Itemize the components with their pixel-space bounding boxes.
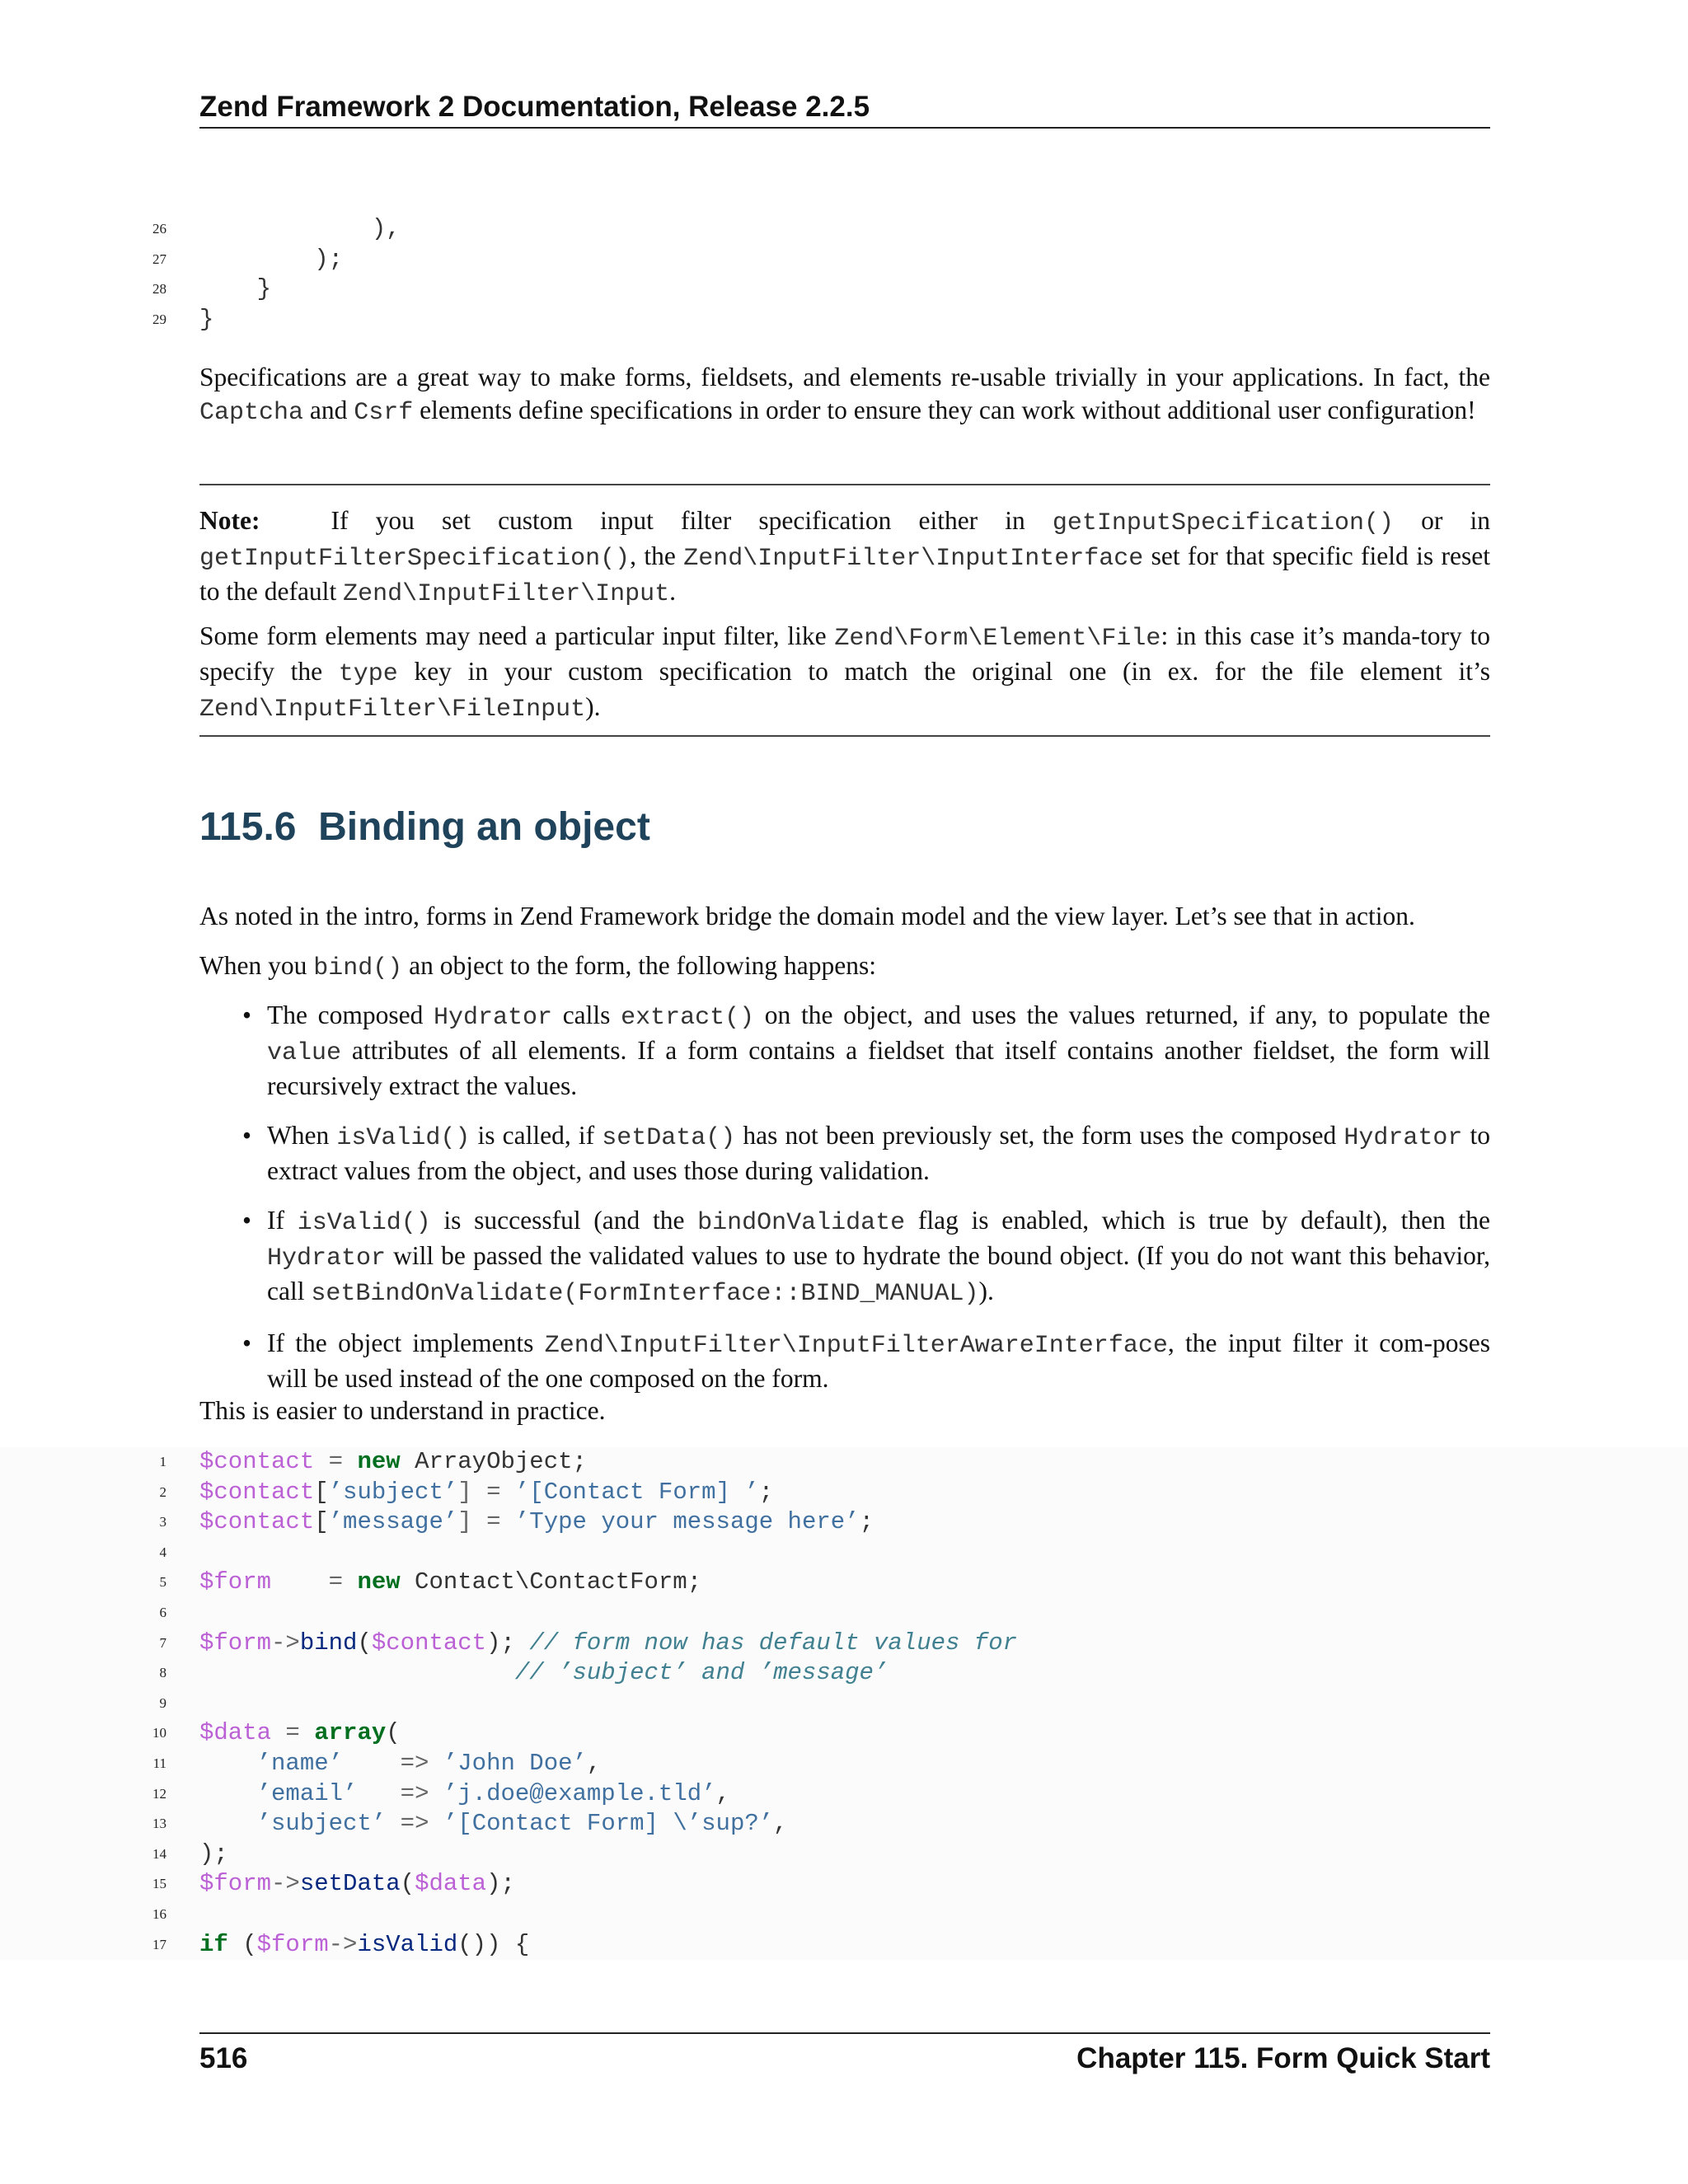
note-top-rule bbox=[199, 484, 1490, 485]
running-footer bbox=[199, 2032, 1490, 2075]
specifications-paragraph: Specifications are a great way to make forms, fieldsets, and elements re-usable trivially in your applications. In fact, the Captcha and Csrf elements define specifications in order to ensure they can work without additional user configuration! bbox=[199, 363, 1490, 427]
code-line: 29 } bbox=[152, 305, 214, 333]
code-line: 13 ’subject’ => ’[Contact Form] \’sup?’, bbox=[152, 1810, 788, 1838]
section-heading: 115.6 Binding an object bbox=[199, 805, 650, 849]
code-line: 15 $form->setData($data); bbox=[152, 1870, 515, 1898]
code-block-continued bbox=[0, 214, 1688, 335]
code-line: 14 ); bbox=[152, 1840, 228, 1868]
chapter-title: Chapter 115. Form Quick Start bbox=[1076, 2042, 1490, 2074]
bind-paragraph: When you bind() an object to the form, the following happens: bbox=[199, 951, 876, 982]
note-paragraph: Note: If you set custom input filter specification either in getInputSpecification() or in getInputFilterSpecification(), the Zend\InputFilter\InputInterface set for that specific field is reset to the default Zend\InputFilter\Input. bbox=[199, 506, 1490, 608]
list-item: • When isValid() is called, if setData() has not been previously set, the form uses the composed Hydrator to extract values from the object, and uses those during validation. bbox=[242, 1121, 1490, 1185]
code-line: 28 } bbox=[152, 275, 272, 303]
code-line: 6 bbox=[159, 1604, 166, 1620]
code-line: 16 bbox=[152, 1905, 166, 1922]
code-example bbox=[0, 1447, 1688, 1960]
code-line: 11 ’name’ => ’John Doe’, bbox=[152, 1749, 602, 1777]
code-line: 2 $contact[’subject’] = ’[Contact Form] ’; bbox=[159, 1478, 774, 1506]
code-line: 4 bbox=[159, 1544, 166, 1560]
list-item: • If isValid() is successful (and the bindOnValidate flag is enabled, which is true by default), then the Hydrator will be passed the validated values to use to hydrate the bound object. (If you do not want this behavior, call setBindOnValidate(FormInterface::BIND_MANUAL)). bbox=[242, 1206, 1490, 1308]
running-header: Zend Framework 2 Documentation, Release 2.2.5 bbox=[199, 91, 1490, 129]
page-number: 516 bbox=[199, 2042, 248, 2074]
note-input-filter-paragraph: Some form elements may need a particular input filter, like Zend\Form\Element\File: in this case it’s manda-tory to specify the type key in your custom specification to match the original one (in ex. for the file element it’s Zend\InputFilter\FileInput). bbox=[199, 621, 1490, 724]
bind-steps-list bbox=[239, 999, 1490, 1412]
code-line: 9 bbox=[159, 1694, 166, 1711]
practice-paragraph: This is easier to understand in practice. bbox=[199, 1396, 606, 1425]
code-line: 8 // ’subject’ and ’message’ bbox=[159, 1659, 889, 1687]
code-line: 3 $contact[’message’] = ’Type your message here’; bbox=[159, 1508, 874, 1536]
code-line: 1 $contact = new ArrayObject; bbox=[159, 1448, 587, 1475]
code-line: 10 $data = array( bbox=[152, 1719, 401, 1747]
list-item: • If the object implements Zend\InputFilter\InputFilterAwareInterface, the input filter it com-poses will be used instead of the one composed on the form. bbox=[242, 1329, 1490, 1393]
note-bottom-rule bbox=[199, 735, 1490, 737]
code-line: 17 if ($form->isValid()) { bbox=[152, 1930, 530, 1958]
code-line: 5 $form = new Contact\ContactForm; bbox=[159, 1568, 702, 1596]
code-line: 27 ); bbox=[152, 245, 344, 273]
list-item: • The composed Hydrator calls extract() on the object, and uses the values returned, if any, to populate the value attributes of all elements. If a form contains a fieldset that itself contains another fieldset, the form will recursively extract the values. bbox=[242, 1001, 1490, 1100]
intro-paragraph: As noted in the intro, forms in Zend Framework bridge the domain model and the view layer. Let’s see that in action. bbox=[199, 902, 1415, 930]
code-line: 26 ), bbox=[152, 215, 401, 242]
code-line: 7 $form->bind($contact); // form now has default values for bbox=[159, 1629, 1018, 1657]
code-line: 12 ’email’ => ’j.doe@example.tld’, bbox=[152, 1779, 730, 1807]
